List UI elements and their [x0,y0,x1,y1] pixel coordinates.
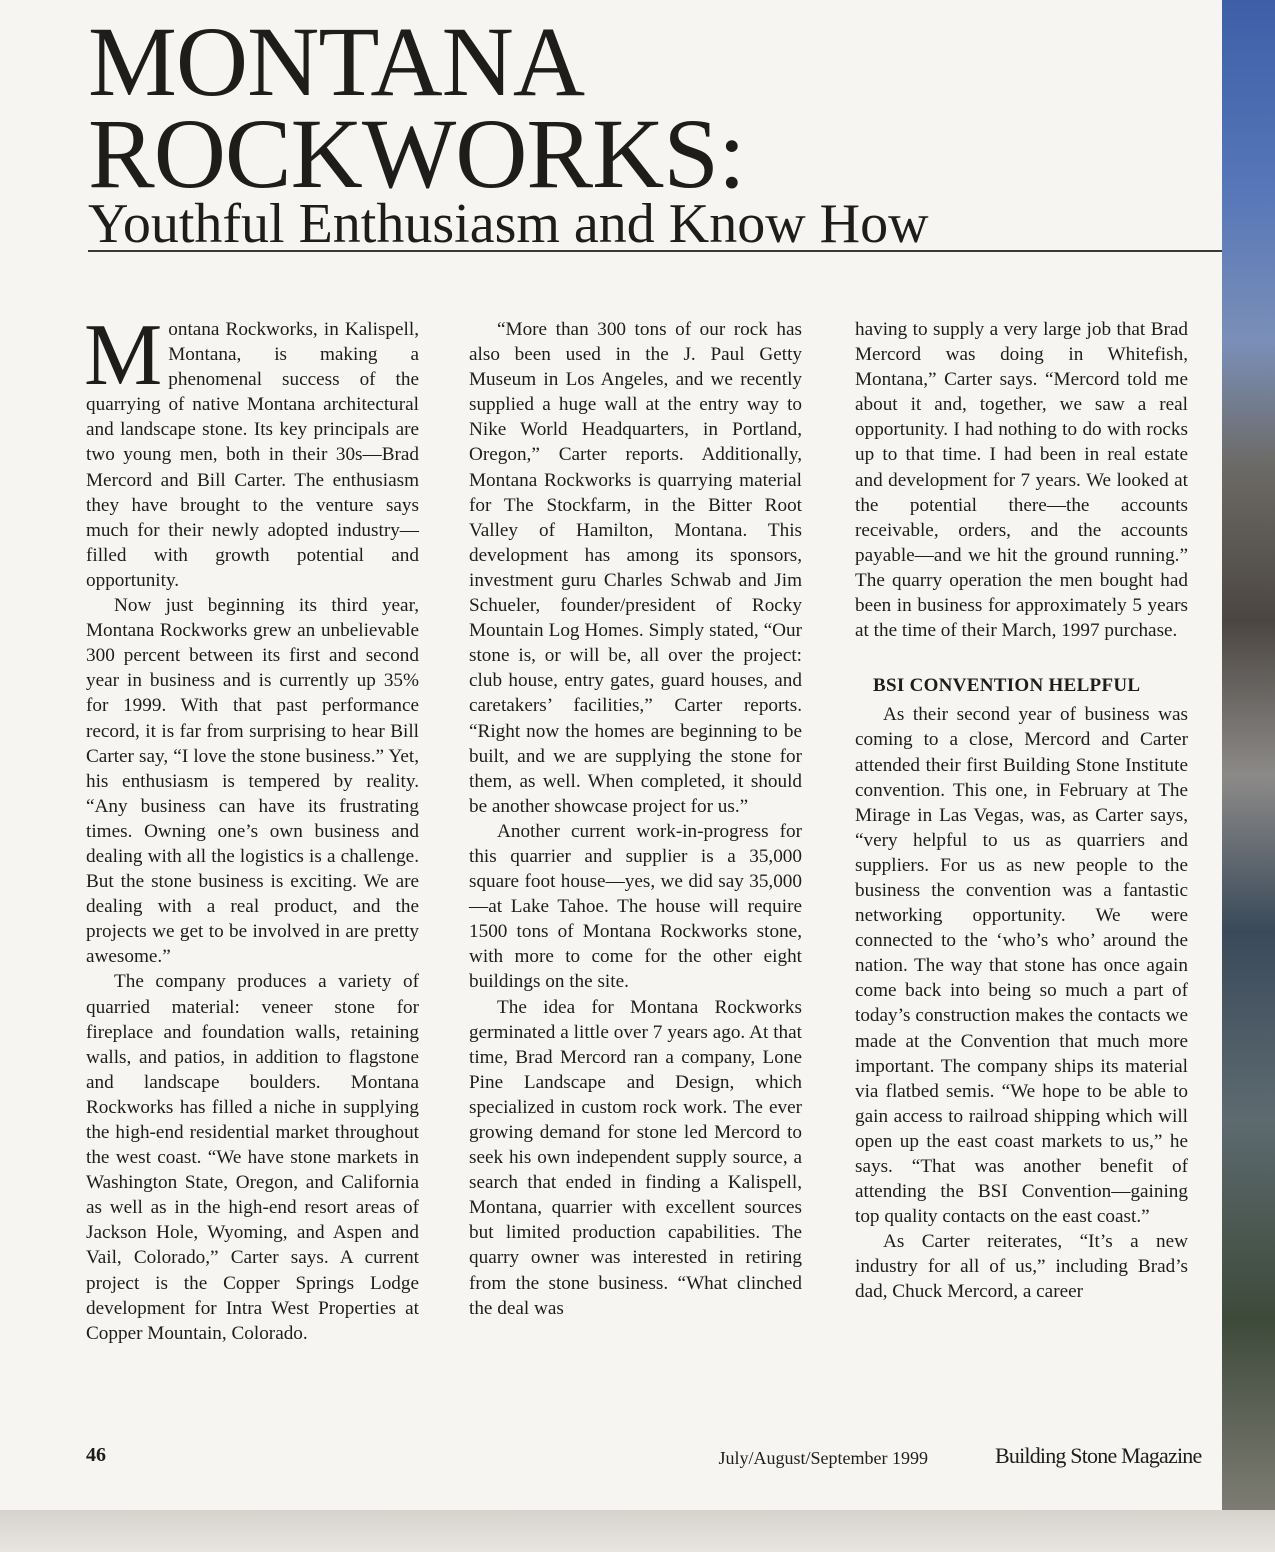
paragraph: As their second year of business was coming to a close, Mercord and Carter attended their first Building Stone Institute convention. This one, in February at The Mirage in Las Vegas, was, as Carter says, “very helpful to us as quarriers and suppliers. For us as new people to the business the convention was a fantastic networking opportunity. We were connected to the ‘who’s who’ around the nation. The way that stone has once again come back into being so much a part of today’s construction makes the contacts we made at the Convention that much more important. The company ships its material via flatbed semis. “We hope to be able to gain access to railroad shipping which will open up the east coast markets to us,” he says. “That was another benefit of attending the BSI Convention—gaining top quality contacts on the east coast.” [855,704,1188,1228]
headline-rule [88,250,1232,252]
paragraph: having to supply a very large job that Brad Mercord was doing in Whitefish, Montana,” Carter says. “Mercord told me about it and, together, we saw a real opportunity. I had nothing to do with rocks up to that time. I had been in real estate and development for 7 years. We looked at the potential there—the accounts receivable, orders, and the accounts payable—and we hit the ground running.” The quarry operation the men bought had been in business for approximately 5 years at the time of their March, 1997 purchase. [855,319,1188,642]
paragraph: “More than 300 tons of our rock has also been used in the J. Paul Getty Museum in Los Angeles, and we recently supplied a huge wall at the entry way to Nike World Headquarters, in Portland, Oregon,” Carter reports. Additionally, Montana Rockworks is quarrying material for The Stockfarm, in the Bitter Root Valley of Hamilton, Montana. This development has among its sponsors, investment guru Charles Schwab and Jim Schueler, founder/president of Rocky Mountain Log Homes. Simply stated, “Our stone is, or will be, all over the project: club house, entry gates, guard houses, and caretakers’ facilities,” Carter reports. “Right now the homes are beginning to be built, and we are supplying the stone for them, as well. When completed, it should be another showcase project for us.” [469,319,802,817]
headline-line-2: ROCKWORKS: [88,98,745,209]
paragraph: The idea for Montana Rockworks germinated a little over 7 years ago. At that time, Brad Mercord ran a company, Lone Pine Landscape and Design, which specialized in custom rock work. The ever growing demand for stone led Mercord to seek his own independent supply source, a search that ended in finding a Kalispell, Montana, quarrier with excellent sources but limited production capabilities. The quarry owner was interested in retiring from the stone business. “What clinched the deal was [469,996,802,1319]
page-number: 46 [86,1444,106,1466]
paragraph-text: ontana Rockworks, in Kalispell, Montana, is making a phenomenal success of the quarrying of native Montana architectural and landscape stone. Its key principals are two young men, both in their 30s—Brad Mercord and Bill Carter. The enthusiasm they have brought to the venture says much for their newly adopted industry—filled with growth potential and opportunity. [86,319,419,591]
paragraph: Another current work-in-progress for this quarrier and supplier is a 35,000 square foot house—yes, we did say 35,000—at Lake Tahoe. The house will require 1500 tons of Montana Rockworks stone, with more to come for the other eight buildings on the site. [469,820,802,993]
paragraph [84,307,419,593]
section-heading: BSI CONVENTION HELPFUL [873,675,1141,697]
adjacent-page-photo [1222,0,1275,1552]
article-column-2 [469,317,802,1321]
subheadline: Youthful Enthusiasm and Know How [88,193,929,255]
article-column-3 [855,317,1188,1305]
magazine-name: Building Stone Magazine [995,1443,1202,1468]
scan-edge-shadow [0,1510,1275,1552]
paragraph: The company produces a variety of quarried material: veneer stone for fireplace and foundation walls, retaining walls, and patios, in addition to flagstone and landscape boulders. Montana Rockworks has filled a niche in supplying the high-end residential market throughout the west coast. “We have stone markets in Washington State, Oregon, and California as well as in the high-end resort areas of Jackson Hole, Wyoming, and Aspen and Vail, Colorado,” Carter says. A current project is the Copper Springs Lodge development for Intra West Properties at Copper Mountain, Colorado. [86,971,419,1344]
headline-line-1: MONTANA [88,6,585,117]
issue-date: July/August/September 1999 [718,1448,928,1468]
drop-cap: M [84,307,163,404]
paragraph: As Carter reiterates, “It’s a new industry for all of us,” including Brad’s dad, Chuck Mercord, a career [855,1231,1188,1303]
paragraph: Now just beginning its third year, Montana Rockworks grew an unbelievable 300 percent between its first and second year in business and is currently up 35% for 1999. With that past performance record, it is far from surprising to hear Bill Carter say, “I love the stone business.” Yet, his enthusiasm is tempered by reality. “Any business can have its frustrating times. Owning one’s own business and dealing with all the logistics is a challenge. But the stone business is exciting. We are dealing with a real product, and the projects we get to be involved in are pretty awesome.” [86,595,419,968]
article-column-1 [84,307,419,1346]
